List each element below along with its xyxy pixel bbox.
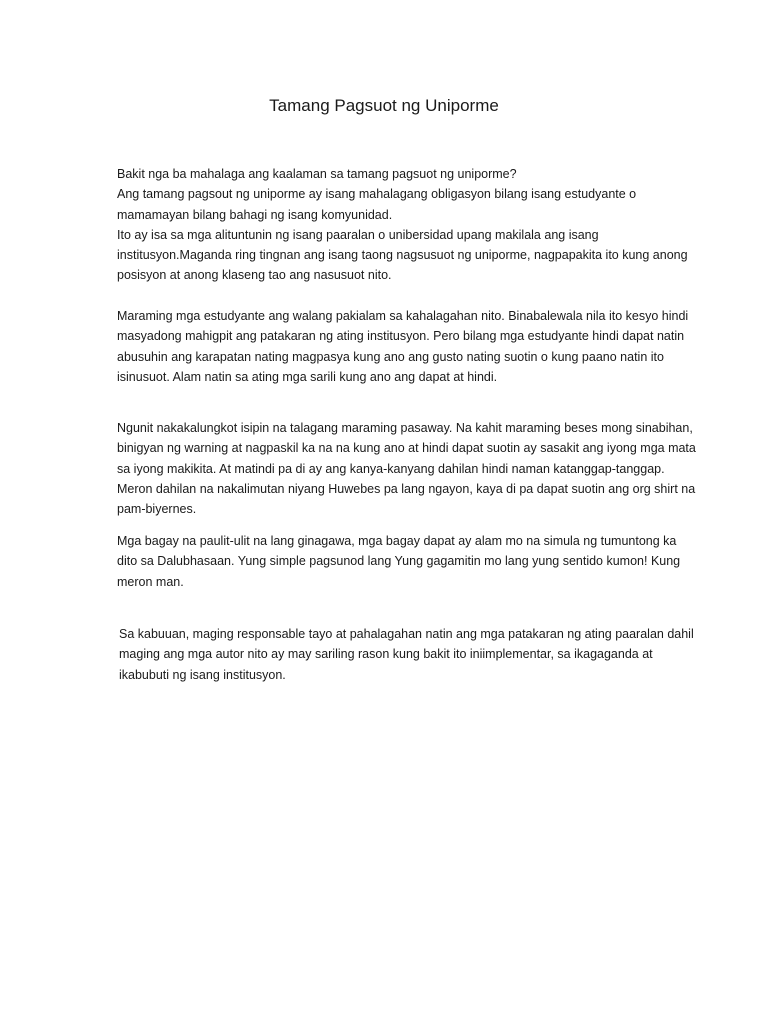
text-line: pam-biyernes. (117, 502, 197, 517)
text-line: Meron dahilan na nakalimutan niyang Huwebes pa lang ngayon, kaya di pa dapat suotin ang org shirt na (117, 481, 696, 496)
paragraph-3 (117, 418, 696, 519)
text-line: binigyan ng warning at nagpaskil ka na na kung ano at hindi dapat suotin ay sasakit ang iyong mga mata (117, 441, 696, 456)
text-line: mamamayan bilang bahagi ng isang komyunidad. (117, 207, 393, 222)
text-line: Ito ay isa sa mga alituntunin ng isang paaralan o unibersidad upang makilala ang isang (117, 227, 599, 242)
text-line: masyadong mahigpit ang patakaran ng ating institusyon. Pero bilang mga estudyante hindi dapat natin (117, 329, 685, 344)
text-line: Sa kabuuan, maging responsable tayo at pahalagahan natin ang mga patakaran ng ating paaralan dahil (119, 627, 694, 641)
text-line: maging ang mga autor nito ay may sariling rason kung bakit ito iniimplementar, sa ikagaganda at (119, 647, 653, 662)
text-line: institusyon.Maganda ring tingnan ang isang taong nagsusuot ng uniporme, nagpapakita ito kung anong (117, 248, 688, 263)
text-line: dito sa Dalubhasaan. Yung simple pagsunod lang Yung gagamitin mo lang yung sentido kumon! Kung (117, 554, 681, 569)
text-line: Bakit nga ba mahalaga ang kaalaman sa tamang pagsuot ng uniporme? (117, 167, 517, 181)
text-line: sa iyong makikita. At matindi pa di ay ang kanya-kanyang dahilan hindi naman katanggap-tanggap. (117, 461, 665, 476)
paragraph-2 (117, 306, 687, 387)
text-line: meron man. (117, 574, 184, 589)
paragraph-4 (117, 531, 687, 592)
document-title: Tamang Pagsuot ng Uniporme (269, 96, 499, 115)
text-line: Ang tamang pagsout ng uniporme ay isang mahalagang obligasyon bilang isang estudyante o (117, 187, 637, 202)
text-line: Maraming mga estudyante ang walang pakialam sa kahalagahan nito. Binabalewala nila ito kesyo hindi (117, 309, 689, 323)
text-line: abusuhin ang karapatan nating magpasya kung ano ang gusto nating suotin o kung paano natin ito (117, 349, 664, 364)
text-line: posisyon at anong klaseng tao ang nasusuot nito. (117, 268, 392, 283)
text-line: Mga bagay na paulit-ulit na lang ginagawa, mga bagay dapat ay alam mo na simula ng tumuntong ka (117, 534, 677, 548)
text-line: Ngunit nakakalungkot isipin na talagang maraming pasaway. Na kahit maraming beses mong sinabihan, (117, 421, 693, 435)
text-line: ikabubuti ng isang institusyon. (119, 667, 286, 682)
paragraph-1 (117, 164, 687, 286)
paragraph-5 (119, 624, 694, 685)
text-line: isinusuot. Alam natin sa ating mga sarili kung ano ang dapat at hindi. (117, 369, 498, 384)
